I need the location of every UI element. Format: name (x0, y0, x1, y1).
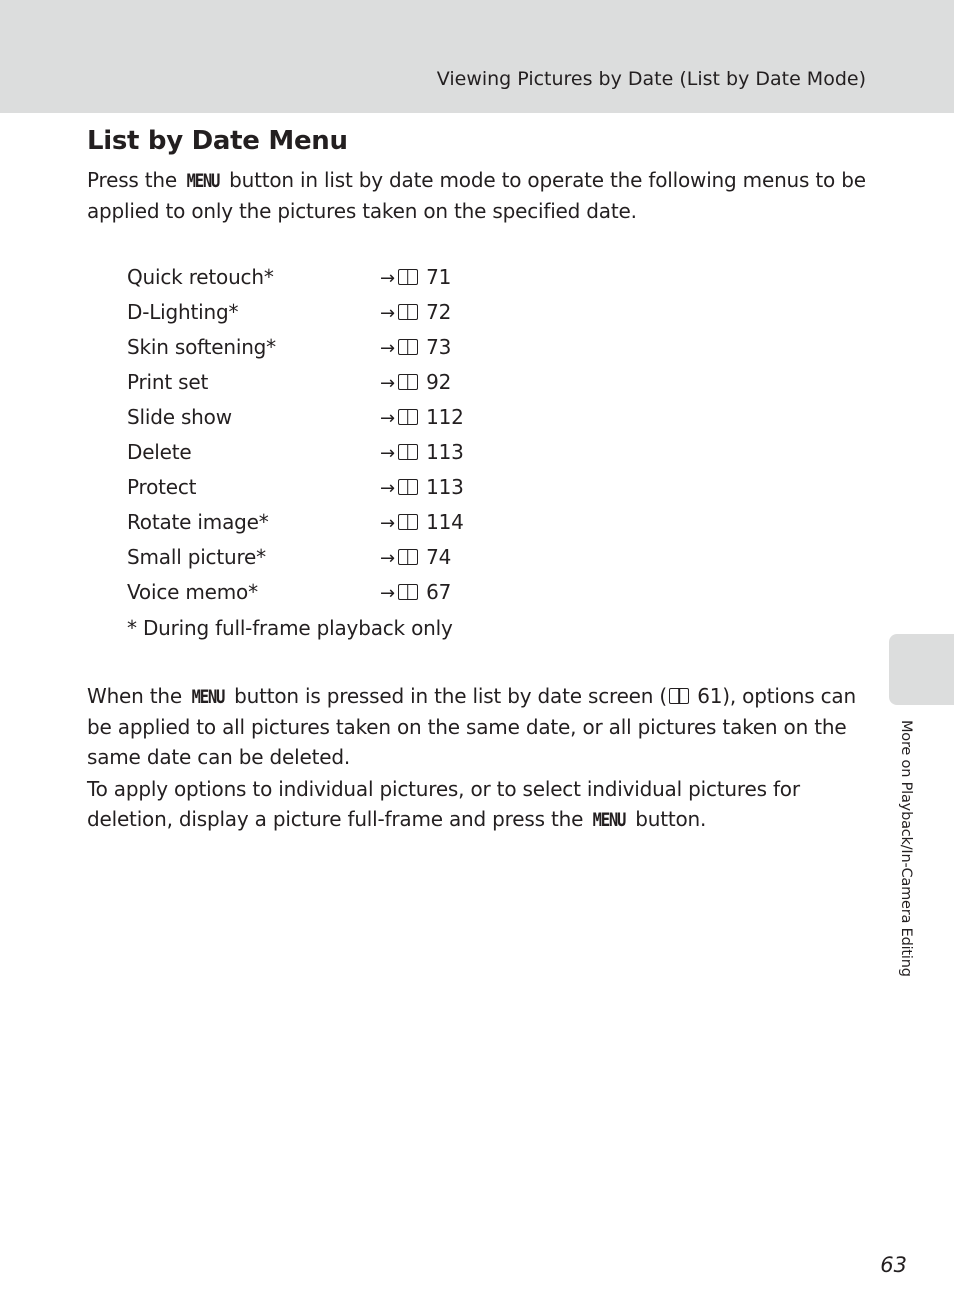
menu-item-page: 73 (426, 335, 452, 359)
menu-item-label: Rotate image* (127, 510, 269, 534)
book-icon (669, 688, 689, 704)
menu-item-page: 113 (426, 475, 464, 499)
paragraph-list-screen (87, 681, 877, 772)
menu-row (127, 262, 627, 297)
para2-text-1: When the (87, 684, 189, 708)
arrow-right-icon: → (380, 478, 395, 499)
book-icon (398, 409, 418, 425)
book-icon (398, 304, 418, 320)
menu-item-ref (380, 262, 451, 294)
menu-row (127, 367, 627, 402)
menu-row (127, 577, 627, 612)
menu-row (127, 542, 627, 577)
book-icon (398, 514, 418, 530)
footnote: * During full-frame playback only (127, 616, 453, 640)
section-title: List by Date Menu (87, 126, 348, 156)
para3-text-2: button. (629, 807, 707, 831)
menu-button-icon: MENU (191, 686, 225, 708)
page-number: 63 (880, 1253, 907, 1277)
menu-item-ref (380, 472, 464, 504)
intro-text-2: button in list by date mode to operate the following menus to be applied to only the pictures taken on the specified date. (87, 168, 866, 223)
arrow-right-icon: → (380, 548, 395, 569)
menu-row (127, 507, 627, 542)
arrow-right-icon: → (380, 443, 395, 464)
menu-item-ref (380, 577, 451, 609)
menu-item-ref (380, 367, 451, 399)
para3-text-1: To apply options to individual pictures, or to select individual pictures for deletion, display a picture full-frame and press the (87, 777, 800, 831)
arrow-right-icon: → (380, 373, 395, 394)
header-band (0, 0, 954, 113)
menu-item-label: Print set (127, 370, 209, 394)
menu-item-ref (380, 507, 464, 539)
menu-item-page: 112 (426, 405, 464, 429)
intro-text-1: Press the (87, 168, 184, 192)
menu-item-ref (380, 402, 464, 434)
arrow-right-icon: → (380, 338, 395, 359)
menu-item-page: 74 (426, 545, 452, 569)
book-icon (398, 549, 418, 565)
intro-paragraph (87, 165, 877, 226)
menu-row (127, 332, 627, 367)
menu-item-label: Small picture* (127, 545, 266, 569)
book-icon (398, 584, 418, 600)
menu-item-label: Slide show (127, 405, 232, 429)
menu-row (127, 402, 627, 437)
arrow-right-icon: → (380, 513, 395, 534)
book-icon (398, 374, 418, 390)
menu-item-label: Delete (127, 440, 192, 464)
side-tab (889, 634, 954, 705)
book-icon (398, 339, 418, 355)
menu-item-label: Protect (127, 475, 197, 499)
menu-item-label: Skin softening* (127, 335, 276, 359)
para2-text-2: button is pressed in the list by date screen ( (227, 684, 668, 708)
book-icon (398, 479, 418, 495)
menu-item-ref (380, 437, 464, 469)
arrow-right-icon: → (380, 303, 395, 324)
arrow-right-icon: → (380, 408, 395, 429)
book-icon (398, 269, 418, 285)
running-head: Viewing Pictures by Date (List by Date Mode) (436, 68, 866, 90)
menu-item-label: D-Lighting* (127, 300, 239, 324)
para2-ref-page: 61 (697, 684, 723, 708)
menu-row (127, 472, 627, 507)
menu-row (127, 297, 627, 332)
book-icon (398, 444, 418, 460)
arrow-right-icon: → (380, 268, 395, 289)
paragraph-individual (87, 774, 877, 835)
menu-item-page: 71 (426, 265, 452, 289)
menu-item-page: 67 (426, 580, 452, 604)
menu-item-page: 92 (426, 370, 452, 394)
menu-item-page: 72 (426, 300, 452, 324)
side-tab-label: More on Playback/In-Camera Editing (898, 720, 914, 977)
menu-button-icon: MENU (186, 170, 220, 192)
menu-item-ref (380, 542, 451, 574)
menu-button-icon: MENU (592, 809, 626, 831)
menu-list (127, 262, 627, 612)
para2-text-3: ), options can be applied to all pictures taken on the same date, or all pictures taken on the same date can be deleted. (87, 684, 856, 769)
menu-item-page: 114 (426, 510, 464, 534)
menu-item-label: Voice memo* (127, 580, 258, 604)
arrow-right-icon: → (380, 583, 395, 604)
menu-row (127, 437, 627, 472)
menu-item-ref (380, 297, 451, 329)
menu-item-page: 113 (426, 440, 464, 464)
menu-item-ref (380, 332, 451, 364)
menu-item-label: Quick retouch* (127, 265, 274, 289)
